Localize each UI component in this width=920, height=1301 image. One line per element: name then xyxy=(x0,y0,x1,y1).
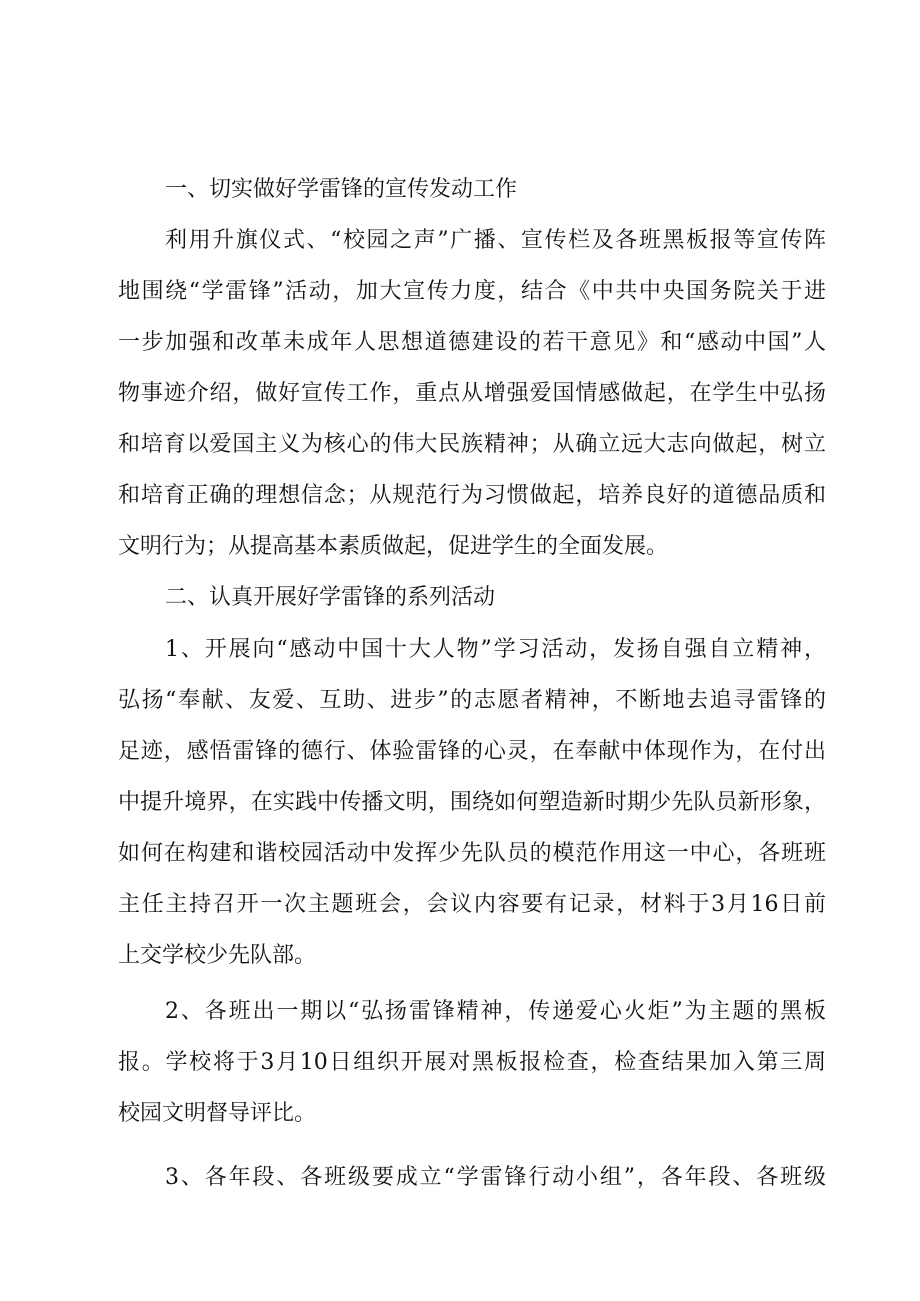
section-heading-2: 二、认真开展好学雷锋的系列活动 xyxy=(165,585,496,610)
paragraph-line: 中提升境界，在实践中传播文明，围绕如何塑造新时期少先队员新形象， xyxy=(118,790,826,815)
paragraph-line: 主任主持召开一次主题班会，会议内容要有记录，材料于3月16日前 xyxy=(118,892,826,917)
paragraph-line: 上交学校少先队部。 xyxy=(118,943,317,968)
paragraph-line: 报。学校将于3月10日组织开展对黑板报检查，检查结果加入第三周 xyxy=(118,1050,826,1075)
paragraph-line: 和培育以爱国主义为核心的伟大民族精神；从确立远大志向做起，树立 xyxy=(118,432,826,457)
paragraph-line: 2、各班出一期以“弘扬雷锋精神，传递爱心火炬”为主题的黑板 xyxy=(165,999,826,1024)
paragraph-line: 1、开展向“感动中国十大人物”学习活动，发扬自强自立精神， xyxy=(165,637,826,662)
paragraph-line: 如何在构建和谐校园活动中发挥少先队员的模范作用这一中心，各班班 xyxy=(118,841,826,866)
paragraph-line: 一步加强和改革未成年人思想道德建设的若干意见》和“感动中国”人 xyxy=(118,330,826,355)
paragraph-line: 弘扬“奉献、友爱、互助、进步”的志愿者精神，不断地去追寻雷锋的 xyxy=(118,688,826,713)
paragraph-line: 地围绕“学雷锋”活动，加大宣传力度，结合《中共中央国务院关于进 xyxy=(118,279,826,304)
paragraph-line: 和培育正确的理想信念；从规范行为习惯做起，培养良好的道德品质和 xyxy=(118,483,826,508)
paragraph-line: 3、各年段、各班级要成立“学雷锋行动小组”，各年段、各班级 xyxy=(165,1165,826,1190)
paragraph-line: 利用升旗仪式、“校园之声”广播、宣传栏及各班黑板报等宣传阵 xyxy=(165,228,826,253)
paragraph-line: 物事迹介绍，做好宣传工作，重点从增强爱国情感做起，在学生中弘扬 xyxy=(118,381,826,406)
section-heading-1: 一、切实做好学雷锋的宣传发动工作 xyxy=(165,177,518,202)
paragraph-line: 校园文明督导评比。 xyxy=(118,1101,317,1126)
paragraph-line: 文明行为；从提高基本素质做起，促进学生的全面发展。 xyxy=(118,534,669,559)
paragraph-line: 足迹，感悟雷锋的德行、体验雷锋的心灵，在奉献中体现作为，在付出 xyxy=(118,739,826,764)
